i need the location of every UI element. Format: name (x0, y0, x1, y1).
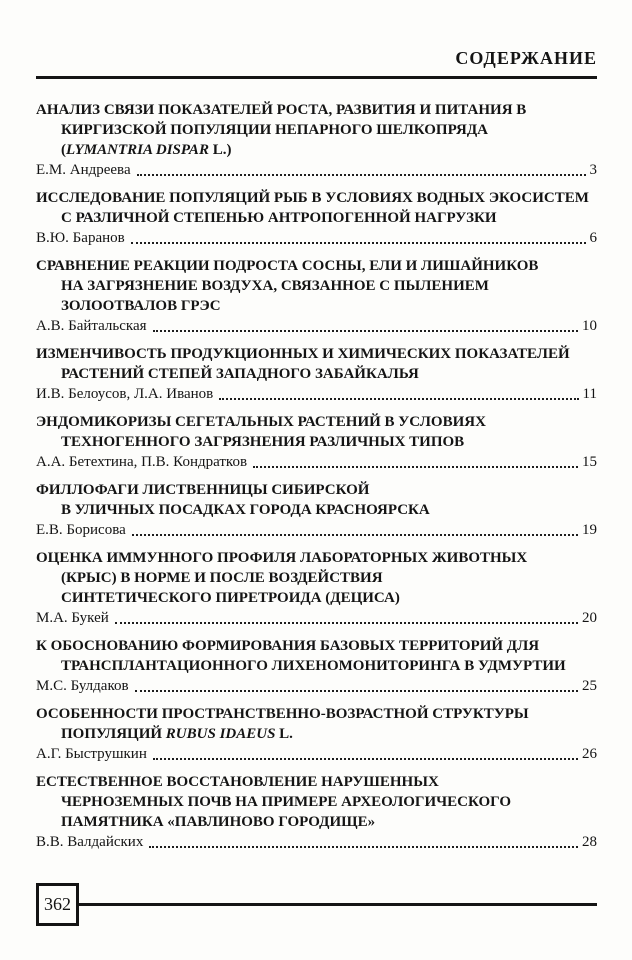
entry-title-line: С РАЗЛИЧНОЙ СТЕПЕНЬЮ АНТРОПОГЕННОЙ НАГРУЗКИ (61, 210, 497, 226)
toc-entry (36, 188, 597, 248)
entry-title-line: РАСТЕНИЙ СТЕПЕЙ ЗАПАДНОГО ЗАБАЙКАЛЬЯ (61, 366, 419, 382)
dot-leader (149, 846, 578, 848)
entry-authors: Е.В. Борисова (36, 522, 126, 538)
entry-title-line: ЭНДОМИКОРИЗЫ СЕГЕТАЛЬНЫХ РАСТЕНИЙ В УСЛОВИЯХ (36, 414, 486, 430)
entry-author-row (36, 520, 597, 540)
entry-title (36, 412, 597, 452)
entry-authors: М.С. Булдаков (36, 678, 129, 694)
entry-title (36, 344, 597, 384)
entry-title-line: (LYMANTRIA DISPAR L.) (61, 142, 232, 158)
entry-authors: Е.М. Андреева (36, 162, 131, 178)
entry-title-line: ФИЛЛОФАГИ ЛИСТВЕННИЦЫ СИБИРСКОЙ (36, 482, 370, 498)
entry-authors: М.А. Букей (36, 610, 109, 626)
entry-title (36, 636, 597, 676)
dot-leader (135, 690, 578, 692)
toc-entry (36, 256, 597, 336)
entry-title-line: В УЛИЧНЫХ ПОСАДКАХ ГОРОДА КРАСНОЯРСКА (61, 502, 430, 518)
toc-entry (36, 548, 597, 628)
entry-title-line: ИЗМЕНЧИВОСТЬ ПРОДУКЦИОННЫХ И ХИМИЧЕСКИХ ПОКАЗАТЕЛЕЙ (36, 346, 570, 362)
entry-title-line: ТЕХНОГЕННОГО ЗАГРЯЗНЕНИЯ РАЗЛИЧНЫХ ТИПОВ (61, 434, 465, 450)
entry-authors: А.А. Бетехтина, П.В. Кондратков (36, 454, 248, 470)
entry-title-line: СРАВНЕНИЕ РЕАКЦИИ ПОДРОСТА СОСНЫ, ЕЛИ И ЛИШАЙНИКОВ (36, 258, 539, 274)
toc-entry (36, 636, 597, 696)
entry-title-line: НА ЗАГРЯЗНЕНИЕ ВОЗДУХА, СВЯЗАННОЕ С ПЫЛЕНИЕМ (61, 278, 489, 294)
entry-title-line: ИССЛЕДОВАНИЕ ПОПУЛЯЦИЙ РЫБ В УСЛОВИЯХ ВОДНЫХ ЭКОСИСТЕМ (36, 190, 589, 206)
entry-page: 3 (589, 162, 597, 178)
entry-title-line: ЗОЛООТВАЛОВ ГРЭС (61, 298, 221, 314)
entry-title (36, 772, 597, 832)
toc-entry (36, 412, 597, 472)
entry-page: 6 (589, 230, 597, 246)
toc-entry (36, 480, 597, 540)
entry-title (36, 704, 597, 744)
entry-author-row (36, 160, 597, 180)
entry-author-row (36, 452, 597, 472)
page-title: СОДЕРЖАНИЕ (455, 48, 597, 68)
entry-page: 26 (582, 746, 597, 762)
entry-page: 25 (582, 678, 597, 694)
entry-title-line: ОСОБЕННОСТИ ПРОСТРАНСТВЕННО-ВОЗРАСТНОЙ СТРУКТУРЫ (36, 706, 529, 722)
entry-page: 19 (582, 522, 597, 538)
footer-divider (79, 903, 597, 906)
dot-leader (219, 398, 578, 400)
entry-authors: В.Ю. Баранов (36, 230, 125, 246)
toc-entry (36, 100, 597, 180)
entry-author-row (36, 676, 597, 696)
entry-title-line: ЧЕРНОЗЕМНЫХ ПОЧВ НА ПРИМЕРЕ АРХЕОЛОГИЧЕСКОГО (61, 794, 511, 810)
entry-title-line: (КРЫС) В НОРМЕ И ПОСЛЕ ВОЗДЕЙСТВИЯ (61, 570, 383, 586)
entry-title-line: ПОПУЛЯЦИЙ RUBUS IDAEUS L. (61, 726, 293, 742)
entry-page: 11 (582, 386, 597, 402)
entry-title (36, 480, 597, 520)
entry-authors: И.В. Белоусов, Л.А. Иванов (36, 386, 214, 402)
entry-title-line: СИНТЕТИЧЕСКОГО ПИРЕТРОИДА (ДЕЦИСА) (61, 590, 400, 606)
dot-leader (132, 534, 578, 536)
entry-page: 20 (582, 610, 597, 626)
toc-entry (36, 704, 597, 764)
dot-leader (253, 466, 578, 468)
entry-title-line: ПАМЯТНИКА «ПАВЛИНОВО ГОРОДИЩЕ» (61, 814, 376, 830)
dot-leader (131, 242, 586, 244)
entry-page: 15 (582, 454, 597, 470)
entry-title-line: К ОБОСНОВАНИЮ ФОРМИРОВАНИЯ БАЗОВЫХ ТЕРРИТОРИЙ ДЛЯ (36, 638, 540, 654)
entry-title-line: ТРАНСПЛАНТАЦИОННОГО ЛИХЕНОМОНИТОРИНГА В УДМУРТИИ (61, 658, 566, 674)
entry-title-line: ОЦЕНКА ИММУННОГО ПРОФИЛЯ ЛАБОРАТОРНЫХ ЖИВОТНЫХ (36, 550, 528, 566)
entry-title-line: КИРГИЗСКОЙ ПОПУЛЯЦИИ НЕПАРНОГО ШЕЛКОПРЯДА (61, 122, 489, 138)
toc-entry (36, 772, 597, 852)
entry-author-row (36, 832, 597, 852)
entry-title (36, 548, 597, 608)
entry-title-line: АНАЛИЗ СВЯЗИ ПОКАЗАТЕЛЕЙ РОСТА, РАЗВИТИЯ И ПИТАНИЯ В (36, 102, 527, 118)
entry-author-row (36, 316, 597, 336)
entry-title (36, 188, 597, 228)
page-content (0, 47, 632, 852)
dot-leader (115, 622, 578, 624)
dot-leader (153, 330, 578, 332)
header-divider (36, 76, 597, 79)
dot-leader (153, 758, 578, 760)
entry-author-row (36, 608, 597, 628)
dot-leader (137, 174, 586, 176)
page-number-box (36, 883, 79, 926)
entry-title-line: ЕСТЕСТВЕННОЕ ВОССТАНОВЛЕНИЕ НАРУШЕННЫХ (36, 774, 439, 790)
entry-page: 10 (582, 318, 597, 334)
toc-entry (36, 344, 597, 404)
entry-authors: В.В. Валдайских (36, 834, 144, 850)
entry-title (36, 100, 597, 160)
toc-entries (36, 100, 597, 852)
entry-authors: А.В. Байтальская (36, 318, 147, 334)
entry-author-row (36, 744, 597, 764)
entry-page: 28 (582, 834, 597, 850)
page-number: 362 (44, 894, 71, 914)
entry-author-row (36, 384, 597, 404)
entry-authors: А.Г. Быструшкин (36, 746, 147, 762)
page-footer (36, 883, 597, 926)
entry-title (36, 256, 597, 316)
entry-author-row (36, 228, 597, 248)
